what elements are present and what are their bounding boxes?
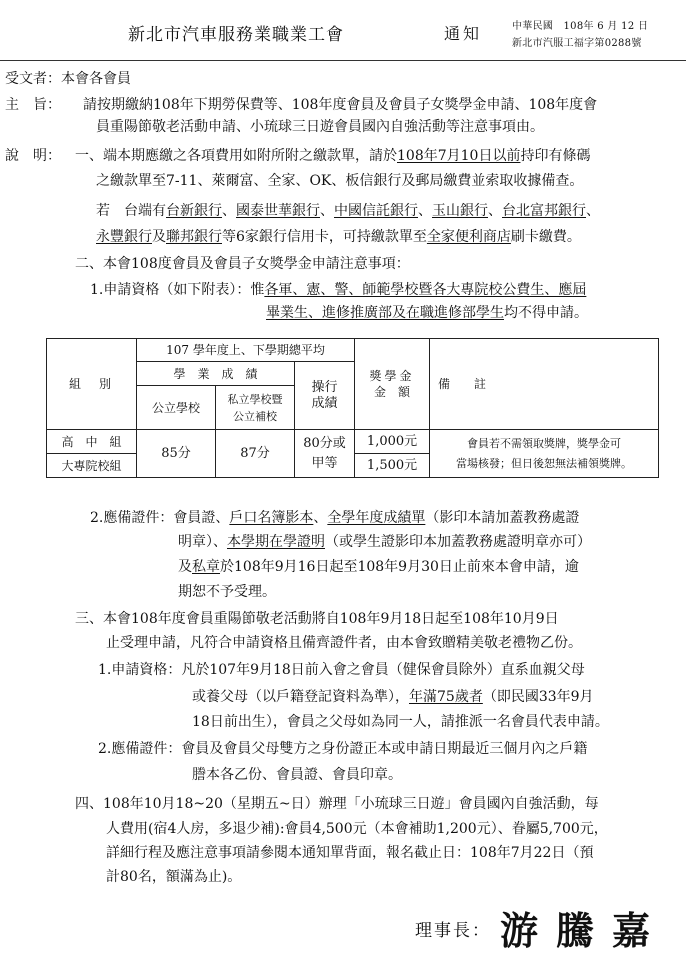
signature-label: 理事長： [415,921,491,941]
item2-documents-line-1 [90,507,579,529]
conduct-text: 80分或 [303,435,346,451]
item3-text: （即民國33年9月 [482,689,594,705]
subject-label: 主 旨： [5,97,61,113]
recipient-line [5,68,131,90]
item1-line-4 [96,226,581,248]
subject-line-2: 員重陽節敬老活動申請、小琉球三日遊會員國內自強活動等注意事項由。 [96,119,544,135]
item1-line-3: 若 台端有台新銀行、國泰世華銀行、中國信託銀行、玉山銀行、台北富邦銀行、 [96,203,600,219]
item1-line-1 [75,145,590,167]
note-text: 當場核發；但日後恕無法補領獎牌。 [456,456,633,470]
bank-name: 國泰世華銀行 [236,203,320,219]
private-school-header [216,386,295,430]
item3-qualification-line-1: 1.申請資格：凡於107年9月18日前入會之會員（健保會員除外）直系血親父母 [98,662,585,678]
item2-text: （或學生證影印本加蓋教務處證明章亦可） [325,534,591,550]
item3-line-1: 三、本會108年度會員重陽節敬老活動將自108年9月18日起至108年10月9日 [75,611,559,627]
item3-text: 或養父母（以戶籍登記資料為準）， [192,689,409,705]
item2-documents-line-2 [178,531,591,553]
item1-text: 持印有條碼 [520,148,591,164]
header-divider [0,60,686,61]
item1-line-2: 之繳款單至7-11、萊爾富、全家、OK、板信銀行及郵局繳費並索取收據備查。 [96,173,584,189]
item1-text: 等6家銀行信用卡，可持繳款單至 [222,229,427,245]
store-name: 全家便利商店 [426,229,511,245]
item4-line-2: 人費用(宿4人房，多退少補):會員4,500元（本會補助1,200元）、眷屬5,700元， [106,821,608,837]
item2-text: 明章）、 [178,534,227,550]
college-amount: 1,500元 [355,454,430,478]
high-school-group: 高 中 組 [47,430,137,454]
item1-text: 一、端本期應繳之各項費用如附所附之繳款單，請於 [75,148,397,164]
amount-header-text: 金 額 [374,385,411,399]
conduct-requirement [295,430,355,478]
required-document: 私章 [192,559,220,575]
item3-line-2: 止受理申請，凡符合申請資格且備齊證件者，由本會致贈精美敬老禮物乙份。 [106,635,582,651]
document-number: 新北市汽服工福字第0288號 [512,38,642,49]
required-document: 戶口名簿影本 [229,510,314,526]
bank-name: 台北富邦銀行 [502,203,586,219]
academic-header: 學 業 成 績 [137,362,295,386]
item1-text: 刷卡繳費。 [510,229,581,245]
conduct-header [295,362,355,430]
scholarship-note [430,430,659,478]
amount-header-text: 獎學金 [369,369,415,383]
excluded-students: 畢業生、進修推廣部及在職進修部學生 [266,305,504,321]
required-document: 本學期在學證明 [227,534,325,550]
payment-deadline: 108年7月10日以前 [397,148,521,164]
scholarship-table [46,338,659,478]
issue-date: 中華民國 108年 6 月 12 日 [512,21,649,32]
college-group: 大專院校組 [47,454,137,478]
public-school-score: 85分 [137,430,216,478]
item3-qualification-line-3: 18日前出生），會員之父母如為同一人，請推派一名會員代表申請。 [192,714,609,730]
group-header: 組 別 [47,339,137,430]
item3-documents-line-2: 謄本各乙份、會員證、會員印章。 [192,767,402,783]
recipient-label: 受文者： [5,71,61,87]
subject-line-1: 請按期繳納108年下期勞保費等、108年度會員及會員子女獎學金申請、108年度會 [83,97,598,113]
chairman-name: 游騰嘉 [500,908,669,953]
notice-label: 通知 [444,24,483,43]
item2-text: 、 [313,510,328,526]
item3-documents-line-1: 2.應備證件：會員及會員父母雙方之身份證正本或申請日期最近三個月內之戶籍 [98,741,588,757]
item2-qualification-line-2 [266,302,588,324]
average-header: 107 學年度上、下學期總平均 [137,339,355,362]
note-text: 會員若不需領取獎牌，獎學金可 [467,436,622,450]
required-document: 全學年度成績單 [327,510,426,526]
bank-name: 聯邦銀行 [166,229,222,245]
conduct-text: 甲等 [311,455,338,471]
item3-qualification-line-2 [192,686,594,708]
explanation-label: 說 明： [5,148,61,164]
item2-text: （影印本請加蓋教務處證 [425,510,580,526]
public-school-header: 公立學校 [137,386,216,430]
item4-line-1: 四、108年10月18~20（星期五~日）辦理「小琉球三日遊」會員國內自強活動，每 [75,796,599,812]
high-school-amount: 1,000元 [355,430,430,454]
note-header: 備 註 [430,339,659,430]
item2-documents-line-3 [178,556,579,578]
bank-name: 永豐銀行 [96,229,152,245]
item4-line-3: 詳細行程及應注意事項請參閱本通知單背面，報名截止日：108年7月22日（預 [106,845,594,861]
recipient-value: 本會各會員 [61,71,131,87]
conduct-header-text: 操行 [311,379,338,395]
item2-text: 均不得申請。 [504,305,588,321]
bank-name: 中國信託銀行 [334,203,418,219]
item2-text: 2.應備證件：會員證、 [90,510,230,526]
private-school-text: 私立學校暨 [227,392,283,406]
item2-text: 於108年9月16日起至108年9月30日止前來本會申請，逾 [220,559,579,575]
amount-header [355,339,430,430]
excluded-students: 各軍、憲、警、師範學校暨各大專院校公費生、應屆 [264,282,587,298]
item2-qualification-line-1 [90,279,586,301]
bank-name: 玉山銀行 [432,203,488,219]
item2-documents-line-4: 期恕不予受理。 [178,584,276,600]
union-title: 新北市汽車服務業職業工會 [128,25,344,45]
conduct-header-text: 成績 [311,395,338,411]
item2-text: 及 [178,559,192,575]
item2-heading: 二、本會108度會員及會員子女獎學金申請注意事項： [75,256,410,272]
item1-text: 及 [152,229,166,245]
item2-text: 1.申請資格（如下附表）：惟 [90,282,265,298]
private-school-score: 87分 [216,430,295,478]
private-school-text: 公立補校 [233,409,277,423]
item4-line-4: 計80名，額滿為止)。 [106,869,242,885]
age-requirement: 年滿75歲者 [409,689,483,705]
bank-name: 台新銀行 [166,203,222,219]
item1-text: 、 [586,203,600,219]
item1-text: 若 台端有 [96,203,166,219]
